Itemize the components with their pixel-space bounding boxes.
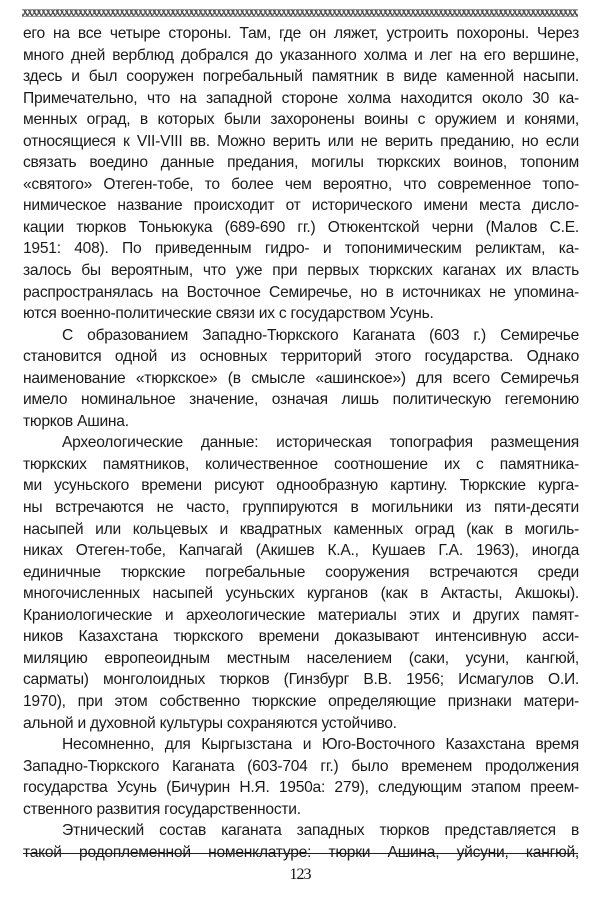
text-line: Археологические данные: историческая топография размещения xyxy=(62,434,579,452)
paragraph xyxy=(23,820,579,863)
text-line: становится одной из основных территорий этого государства. Однако xyxy=(23,348,579,366)
text-line: никах Отеген-тобе, Капчагай (Акишев К.А., Кушаев Г.А. 1963), иногда xyxy=(23,542,579,560)
text-line: залось бы вероятным, что уже при первых тюркских каганах их власть xyxy=(23,262,579,280)
text-line: тюркских памятников, количественное соотношение их с памятника- xyxy=(23,455,579,473)
text-line: ников Казахстана тюркского времени доказывают интенсивную асси- xyxy=(23,628,579,646)
text-line: кации тюрков Тоньюкука (689-690 гг.) Отюкентской черни (Малов С.Е. xyxy=(23,218,579,236)
text-line: много дней верблюд добрался до указанного холма и лег на его вершине, xyxy=(23,46,579,64)
text-line: относящиеся к VII-VIII вв. Можно верить или не верить преданию, но если xyxy=(23,132,579,150)
text-line: ются военно-политические связи их с государством Усунь. xyxy=(23,305,434,323)
text-line: имело номинальное значение, означая лишь политическую гегемонию xyxy=(23,391,579,409)
body-text xyxy=(23,23,579,863)
footer-rule xyxy=(23,853,578,854)
text-line: здесь и был сооружен погребальный памятник в виде каменной насыпи. xyxy=(23,68,579,86)
text-line: Этнический состав каганата западных тюрков представляется в xyxy=(62,822,579,840)
text-line: ственного развития государственности. xyxy=(23,800,301,818)
text-line: менных оград, в которых были захоронены воины с оружием и конями, xyxy=(23,111,579,129)
text-line: 1970), при этом собственно тюркские определяющие признаки матери- xyxy=(23,692,579,710)
text-line: распространялась на Восточное Семиречье, но в источниках не упомина- xyxy=(23,283,579,301)
text-line: миляцию европеоидным местным населением (саки, усуни, кангюй, xyxy=(23,649,579,667)
text-line: насыпей или кольцевых и квадратных каменных оград (как в могиль- xyxy=(23,520,579,538)
text-line: альной и духовной культуры сохраняются устойчиво. xyxy=(23,714,397,732)
paragraph xyxy=(23,23,579,325)
text-line: многочисленных насыпей усуньских курганов (как в Актасты, Акшокы). xyxy=(23,585,579,603)
paragraph xyxy=(23,432,579,734)
text-line: 1951: 408). По приведенным гидро- и топонимическим реликтам, ка- xyxy=(23,240,579,258)
text-line: «святого» Отеген-тобе, то более чем вероятно, что современное топо- xyxy=(23,175,579,193)
text-line: Краниологические и археологические материалы этих и других памят- xyxy=(23,606,579,624)
text-line: связать воедино данные предания, могилы тюркских воинов, топоним xyxy=(23,154,579,172)
text-line: государства Усунь (Бичурин Н.Я. 1950а: 279), следующим этапом преем- xyxy=(23,779,579,797)
text-line: Примечательно, что на западной стороне холма находится около 30 ка- xyxy=(23,89,579,107)
text-line: наименование «тюркское» (в смысле «ашинское») для всего Семиречья xyxy=(23,369,579,387)
text-line: С образованием Западно-Тюркского Каганата (603 г.) Семиречье xyxy=(62,326,579,344)
paragraph xyxy=(23,325,579,433)
text-line: такой родоплеменной номенклатуре: тюрки Ашина, уйсуни, кангюй, xyxy=(23,843,579,861)
decorative-header-border xyxy=(22,9,578,17)
text-line: Западно-Тюркского Каганата (603-704 гг.) было временем продолжения xyxy=(23,757,579,775)
text-line: ны встречаются не часто, группируются в могильники из пяти-десяти xyxy=(23,499,579,517)
text-line: его на все четыре стороны. Там, где он ляжет, устроить похороны. Через xyxy=(23,25,579,42)
text-line: Несомненно, для Кыргызстана и Юго-Восточного Казахстана время xyxy=(62,736,579,754)
text-line: единичные тюркские погребальные сооружения встречаются среди xyxy=(23,563,579,581)
text-line: нимическое название происходит от исторического имени места дисло- xyxy=(23,197,579,215)
text-line: тюрков Ашина. xyxy=(23,412,129,430)
paragraph xyxy=(23,734,579,820)
text-line: ми усуньского времени рисуют однообразную картину. Тюркские курга- xyxy=(23,477,579,495)
text-line: сарматы) монголоидных тюрков (Гинзбург В.В. 1956; Исмагулов О.И. xyxy=(23,671,579,689)
page-number: 123 xyxy=(289,866,311,883)
